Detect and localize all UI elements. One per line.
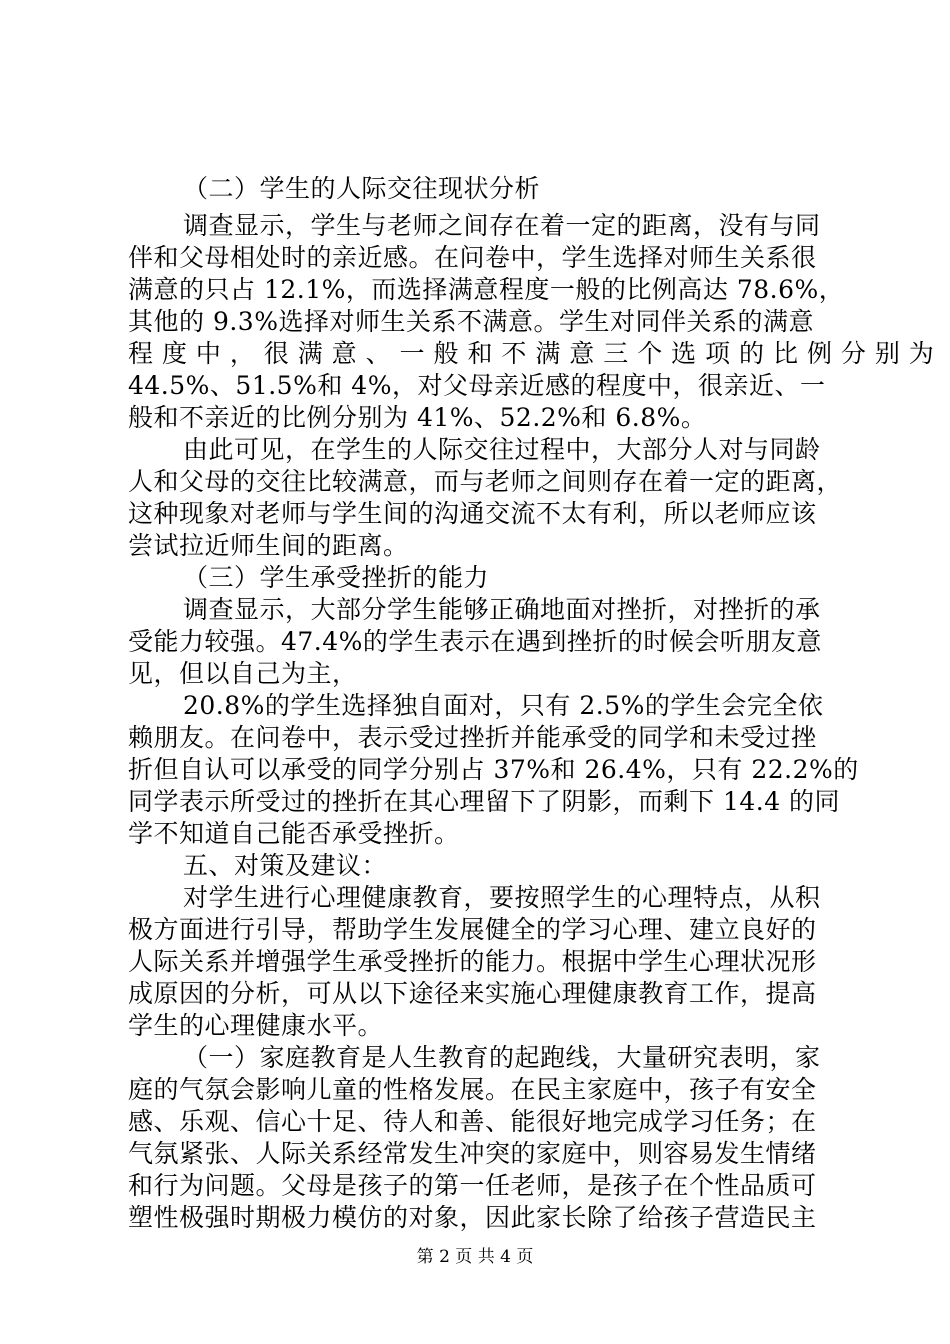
body-line: 折但自认可以承受的同学分别占 37%和 26.4%，只有 22.2%的 xyxy=(128,755,859,784)
body-line: 满意的只占 12.1%，而选择满意程度一般的比例高达 78.6%， xyxy=(128,275,845,304)
body-line: 调查显示，学生与老师之间存在着一定的距离，没有与同 xyxy=(183,211,821,240)
body-line: 见，但以自己为主， xyxy=(128,659,358,688)
body-line: 感、乐观、信心十足、待人和善、能很好地完成学习任务；在 xyxy=(128,1107,817,1136)
section-heading: （三）学生承受挫折的能力 xyxy=(183,563,490,592)
section-heading: （二）学生的人际交往现状分析 xyxy=(183,174,541,203)
body-line: 气氛紧张、人际关系经常发生冲突的家庭中，则容易发生情绪 xyxy=(128,1139,817,1168)
body-line: 调查显示，大部分学生能够正确地面对挫折，对挫折的承 xyxy=(183,595,821,624)
body-line: 对学生进行心理健康教育，要按照学生的心理特点，从积 xyxy=(183,883,821,912)
body-line: 般和不亲近的比例分别为 41%、52.2%和 6.8%。 xyxy=(128,403,707,432)
body-line: 学不知道自己能否承受挫折。 xyxy=(128,819,460,848)
body-line: 由此可见，在学生的人际交往过程中，大部分人对与同龄 xyxy=(183,435,821,464)
body-line: 20.8%的学生选择独自面对，只有 2.5%的学生会完全依 xyxy=(183,691,824,720)
body-line: 极方面进行引导，帮助学生发展健全的学习心理、建立良好的 xyxy=(128,915,817,944)
body-line: 受能力较强。47.4%的学生表示在遇到挫折的时候会听朋友意 xyxy=(128,627,822,656)
body-line: 庭的气氛会影响儿童的性格发展。在民主家庭中，孩子有安全 xyxy=(128,1075,817,1104)
body-line: 学生的心理健康水平。 xyxy=(128,1011,384,1040)
body-line: 44.5%、51.5%和 4%，对父母亲近感的程度中，很亲近、一 xyxy=(128,371,826,400)
body-line: 伴和父母相处时的亲近感。在问卷中，学生选择对师生关系很 xyxy=(128,243,817,272)
body-line: 和行为问题。父母是孩子的第一任老师，是孩子在个性品质可 xyxy=(128,1171,817,1200)
body-line: 同学表示所受过的挫折在其心理留下了阴影，而剩下 14.4 的同 xyxy=(128,787,841,816)
body-line: 塑性极强时期极力模仿的对象，因此家长除了给孩子营造民主 xyxy=(128,1203,817,1232)
section-heading: 五、对策及建议： xyxy=(183,851,388,880)
body-line: 赖朋友。在问卷中，表示受过挫折并能承受的同学和未受过挫 xyxy=(128,723,817,752)
body-line: 尝试拉近师生间的距离。 xyxy=(128,531,409,560)
page-number-footer: 第 2 页 共 4 页 xyxy=(416,1247,534,1267)
body-line: 程 度 中 ， 很 满 意 、 一 般 和 不 满 意 三 个 选 项 的 比 例 分 别 为 xyxy=(128,339,935,368)
body-line: 人和父母的交往比较满意，而与老师之间则存在着一定的距离， xyxy=(128,467,843,496)
body-line: （一）家庭教育是人生教育的起跑线，大量研究表明，家 xyxy=(183,1043,821,1072)
body-line: 成原因的分析，可从以下途径来实施心理健康教育工作，提高 xyxy=(128,979,817,1008)
body-line: 其他的 9.3%选择对师生关系不满意。学生对同伴关系的满意 xyxy=(128,307,814,336)
body-line: 人际关系并增强学生承受挫折的能力。根据中学生心理状况形 xyxy=(128,947,817,976)
body-line: 这种现象对老师与学生间的沟通交流不太有利，所以老师应该 xyxy=(128,499,817,528)
